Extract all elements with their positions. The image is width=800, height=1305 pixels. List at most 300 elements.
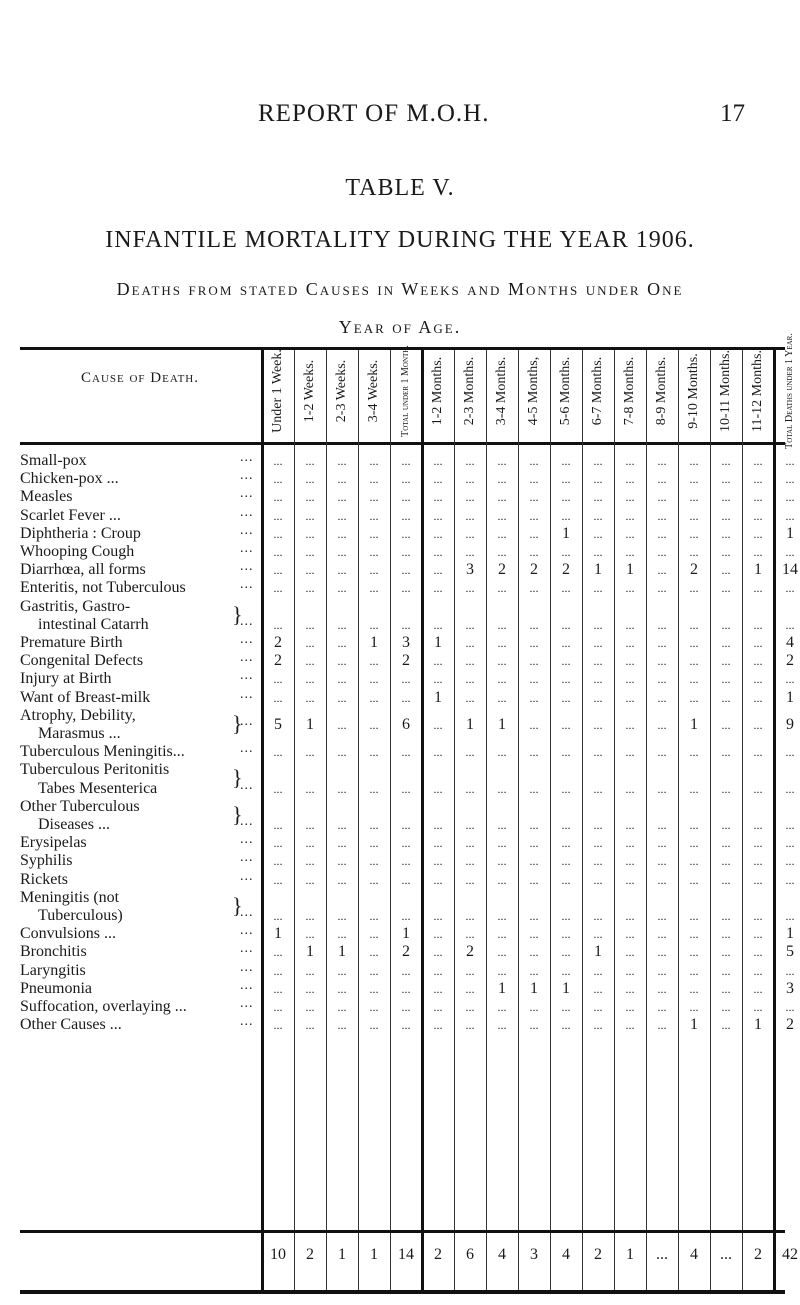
table-cell: ... bbox=[273, 490, 283, 505]
table-cell: ... bbox=[337, 636, 347, 650]
table-cell: ... bbox=[753, 472, 763, 487]
table-cell: ... bbox=[433, 963, 443, 978]
total-cell: 6 bbox=[466, 1246, 474, 1263]
total-cell: 4 bbox=[562, 1246, 570, 1263]
table-cell: ... bbox=[529, 581, 539, 596]
table-cell: ... bbox=[593, 636, 603, 650]
table-cell: ... bbox=[305, 526, 315, 541]
row-label: Gastritis, Gastro- bbox=[20, 597, 131, 615]
table-cell: ... bbox=[593, 781, 603, 796]
table-cell: 3 bbox=[466, 561, 474, 579]
table-cell: ... bbox=[753, 545, 763, 559]
table-cell: 2 bbox=[274, 634, 282, 651]
table-cell: 5 bbox=[274, 715, 282, 733]
row-brace: } bbox=[232, 892, 243, 918]
table-cell: ... bbox=[561, 1000, 571, 1014]
table-cell: ... bbox=[305, 617, 315, 632]
table-cell: ... bbox=[689, 818, 699, 832]
column-header-label: Total under 1 Month. bbox=[400, 344, 411, 437]
row-label: Enteritis, not Tuberculous bbox=[20, 579, 186, 597]
table-cell: ... bbox=[305, 909, 315, 923]
table-cell: ... bbox=[785, 672, 795, 687]
column-header-label: 7-8 Months. bbox=[622, 356, 637, 425]
table-cell: ... bbox=[625, 872, 635, 887]
table-cell: ... bbox=[657, 945, 667, 960]
table-cell: ... bbox=[625, 490, 635, 505]
total-cell: 1 bbox=[626, 1246, 634, 1263]
table-cell: ... bbox=[657, 472, 667, 487]
table-cell: ... bbox=[625, 526, 635, 541]
table-cell: ... bbox=[625, 508, 635, 523]
table-cell: ... bbox=[433, 1000, 443, 1014]
row-label: Want of Breast-milk bbox=[20, 688, 151, 706]
table-cell: ... bbox=[433, 563, 443, 578]
table-cell: ... bbox=[401, 818, 411, 832]
total-cell: 2 bbox=[306, 1246, 314, 1263]
main-title: INFANTILE MORTALITY DURING THE YEAR 1906. bbox=[105, 227, 695, 253]
table-cell: ... bbox=[657, 545, 667, 559]
table-cell: ... bbox=[785, 909, 795, 923]
table-cell: ... bbox=[625, 636, 635, 650]
leader-dots: ... bbox=[240, 832, 254, 848]
table-cell: ... bbox=[561, 909, 571, 923]
table-cell: ... bbox=[401, 981, 411, 996]
table-cell: 2 bbox=[402, 943, 410, 961]
table-cell: ... bbox=[753, 945, 763, 960]
table-cell: ... bbox=[561, 854, 571, 869]
table-cell: ... bbox=[689, 1000, 699, 1014]
table-cell: ... bbox=[721, 854, 731, 869]
table-cell: ... bbox=[721, 672, 731, 687]
row-label: Other Causes ... bbox=[20, 1016, 122, 1034]
row-label: Measles bbox=[20, 488, 73, 506]
table-cell: ... bbox=[689, 508, 699, 523]
row-label: Convulsions ... bbox=[20, 925, 117, 943]
table-cell: ... bbox=[689, 927, 699, 942]
table-cell: ... bbox=[593, 872, 603, 887]
table-cell: ... bbox=[721, 617, 731, 632]
table-cell: ... bbox=[305, 927, 315, 942]
table-cell: ... bbox=[337, 1000, 347, 1014]
leader-dots: ... bbox=[240, 814, 254, 829]
table-cell: ... bbox=[305, 672, 315, 687]
table-cell: ... bbox=[529, 745, 539, 760]
table-cell: ... bbox=[625, 963, 635, 978]
column-header-label: 1-2 Months. bbox=[430, 356, 445, 425]
table-cell: ... bbox=[785, 1000, 795, 1014]
table-cell: ... bbox=[465, 508, 475, 523]
table-cell: ... bbox=[529, 927, 539, 942]
table-cell: ... bbox=[369, 909, 379, 923]
table-cell: ... bbox=[721, 963, 731, 978]
total-cell: 4 bbox=[498, 1246, 506, 1263]
table-cell: ... bbox=[689, 781, 699, 796]
table-cell: ... bbox=[433, 472, 443, 487]
table-cell: ... bbox=[401, 781, 411, 796]
table-cell: ... bbox=[657, 745, 667, 760]
table-cell: ... bbox=[753, 836, 763, 851]
table-cell: ... bbox=[689, 872, 699, 887]
table-cell: ... bbox=[529, 690, 539, 705]
table-cell: ... bbox=[593, 717, 603, 732]
table-cell: ... bbox=[497, 472, 507, 487]
table-cell: ... bbox=[593, 927, 603, 942]
table-cell: 2 bbox=[690, 561, 698, 579]
table-cell: ... bbox=[753, 717, 763, 732]
total-cell: 3 bbox=[530, 1246, 538, 1263]
leader-dots: ... bbox=[240, 941, 254, 957]
table-cell: ... bbox=[465, 581, 475, 596]
table-cell: ... bbox=[529, 717, 539, 732]
table-cell: ... bbox=[753, 872, 763, 887]
table-cell: ... bbox=[657, 927, 667, 942]
table-cell: 1 bbox=[498, 715, 506, 733]
table-cell: ... bbox=[337, 490, 347, 505]
table-cell: ... bbox=[497, 490, 507, 505]
table-cell: ... bbox=[593, 690, 603, 705]
table-cell: ... bbox=[625, 1000, 635, 1014]
table-cell: 1 bbox=[562, 979, 570, 997]
table-cell: ... bbox=[465, 654, 475, 669]
column-header-label: 2-3 Weeks. bbox=[334, 359, 349, 422]
running-header bbox=[0, 100, 800, 130]
table-cell: ... bbox=[529, 1018, 539, 1033]
table-cell: ... bbox=[785, 617, 795, 632]
row-label: Scarlet Fever ... bbox=[20, 506, 121, 524]
column-header bbox=[326, 348, 358, 433]
column-header bbox=[678, 348, 710, 433]
table-cell: ... bbox=[753, 636, 763, 650]
table-cell: ... bbox=[753, 581, 763, 596]
table-cell: ... bbox=[401, 545, 411, 559]
row-label: Atrophy, Debility, bbox=[20, 706, 136, 724]
table-cell: ... bbox=[465, 909, 475, 923]
total-cell: 2 bbox=[754, 1246, 762, 1263]
table-cell: ... bbox=[401, 581, 411, 596]
leader-dots: ... bbox=[240, 541, 254, 556]
table-cell: ... bbox=[753, 927, 763, 942]
table-cell: ... bbox=[529, 617, 539, 632]
table-cell: ... bbox=[657, 872, 667, 887]
table-cell: ... bbox=[465, 854, 475, 869]
table-cell: ... bbox=[369, 872, 379, 887]
table-cell: ... bbox=[753, 617, 763, 632]
table-cell: ... bbox=[657, 526, 667, 541]
table-cell: ... bbox=[689, 945, 699, 960]
table-cell: ... bbox=[497, 454, 507, 468]
table-cell: ... bbox=[529, 545, 539, 559]
leader-dots: ... bbox=[240, 713, 254, 729]
table-cell: ... bbox=[273, 872, 283, 887]
table-cell: ... bbox=[721, 836, 731, 851]
table-cell: 1 bbox=[594, 943, 602, 961]
column-header bbox=[742, 348, 774, 433]
table-cell: ... bbox=[561, 617, 571, 632]
table-cell: ... bbox=[753, 672, 763, 687]
table-cell: 1 bbox=[786, 688, 794, 706]
column-header bbox=[262, 348, 294, 433]
column-header-label: 8-9 Months. bbox=[654, 356, 669, 425]
row-label: Syphilis bbox=[20, 852, 73, 870]
table-cell: ... bbox=[753, 1000, 763, 1014]
total-cell: 14 bbox=[398, 1246, 414, 1263]
table-cell: ... bbox=[657, 981, 667, 996]
table-cell: ... bbox=[721, 1000, 731, 1014]
table-cell: ... bbox=[529, 963, 539, 978]
table-cell: ... bbox=[273, 836, 283, 851]
table-cell: ... bbox=[369, 454, 379, 468]
table-cell: ... bbox=[561, 654, 571, 669]
table-cell: ... bbox=[465, 927, 475, 942]
table-cell: 1 bbox=[466, 715, 474, 733]
table-cell: ... bbox=[689, 472, 699, 487]
table-cell: ... bbox=[625, 581, 635, 596]
table-cell: ... bbox=[721, 563, 731, 578]
table-cell: ... bbox=[305, 472, 315, 487]
table-cell: ... bbox=[337, 454, 347, 468]
table-cell: ... bbox=[625, 818, 635, 832]
row-label: Laryngitis bbox=[20, 961, 86, 979]
table-cell: ... bbox=[561, 872, 571, 887]
table-cell: ... bbox=[657, 1018, 667, 1033]
table-cell: ... bbox=[625, 836, 635, 851]
table-cell: ... bbox=[273, 963, 283, 978]
table-cell: 9 bbox=[786, 715, 794, 733]
table-cell: ... bbox=[305, 636, 315, 650]
table-cell: ... bbox=[401, 854, 411, 869]
table-cell: ... bbox=[305, 690, 315, 705]
report-title: REPORT OF M.O.H. bbox=[258, 100, 490, 127]
table-cell: ... bbox=[753, 854, 763, 869]
table-cell: ... bbox=[337, 690, 347, 705]
row-label: Other Tuberculous bbox=[20, 797, 140, 815]
table-cell: ... bbox=[785, 836, 795, 851]
table-cell: ... bbox=[305, 508, 315, 523]
table-cell: ... bbox=[529, 818, 539, 832]
table-cell: ... bbox=[465, 818, 475, 832]
column-header-label: 2-3 Months. bbox=[462, 356, 477, 425]
table-cell: ... bbox=[593, 1000, 603, 1014]
table-cell: ... bbox=[785, 781, 795, 796]
table-cell: ... bbox=[721, 581, 731, 596]
table-cell: ... bbox=[433, 909, 443, 923]
table-cell: 1 bbox=[786, 925, 794, 943]
table-cell: ... bbox=[689, 745, 699, 760]
table-cell: ... bbox=[625, 781, 635, 796]
row-label: Bronchitis bbox=[20, 943, 87, 961]
table-cell: ... bbox=[689, 909, 699, 923]
table-cell: ... bbox=[721, 945, 731, 960]
table-cell: ... bbox=[433, 872, 443, 887]
table-cell: ... bbox=[305, 745, 315, 760]
table-cell: ... bbox=[337, 909, 347, 923]
leader-dots: ... bbox=[240, 996, 254, 1011]
table-cell: ... bbox=[497, 581, 507, 596]
row-label: Congenital Defects bbox=[20, 652, 144, 670]
column-header-label: 3-4 Weeks. bbox=[366, 359, 381, 422]
column-header bbox=[582, 348, 614, 433]
table-cell: ... bbox=[369, 981, 379, 996]
table-cell: ... bbox=[721, 1018, 731, 1033]
table-cell: ... bbox=[433, 717, 443, 732]
leader-dots: ... bbox=[240, 577, 254, 593]
table-cell: ... bbox=[273, 454, 283, 468]
table-cell: ... bbox=[305, 563, 315, 578]
column-header-label: 1-2 Weeks. bbox=[302, 359, 317, 422]
table-cell: ... bbox=[657, 963, 667, 978]
table-cell: ... bbox=[369, 818, 379, 832]
row-label: Erysipelas bbox=[20, 834, 87, 852]
table-cell: ... bbox=[593, 490, 603, 505]
table-cell: ... bbox=[433, 454, 443, 468]
table-cell: ... bbox=[753, 781, 763, 796]
row-label-continued: Tuberculous) bbox=[38, 907, 123, 924]
table-cell: ... bbox=[657, 836, 667, 851]
table-cell: ... bbox=[337, 526, 347, 541]
table-cell: ... bbox=[497, 945, 507, 960]
table-cell: ... bbox=[753, 745, 763, 760]
table-cell: ... bbox=[305, 981, 315, 996]
table-cell: ... bbox=[305, 872, 315, 887]
table-cell: ... bbox=[401, 490, 411, 505]
row-label: Diphtheria : Croup bbox=[20, 524, 141, 542]
table-cell: ... bbox=[561, 672, 571, 687]
table-cell: ... bbox=[561, 1018, 571, 1033]
table-cell: ... bbox=[401, 454, 411, 468]
table-cell: ... bbox=[497, 909, 507, 923]
table-cell: ... bbox=[369, 945, 379, 960]
table-cell: ... bbox=[305, 545, 315, 559]
table-cell: ... bbox=[497, 745, 507, 760]
column-header bbox=[646, 348, 678, 433]
table-cell: ... bbox=[625, 454, 635, 468]
table-cell: ... bbox=[561, 745, 571, 760]
column-header-label: 4-5 Months, bbox=[526, 356, 541, 425]
table-cell: ... bbox=[753, 690, 763, 705]
table-cell: 2 bbox=[786, 1016, 794, 1034]
column-header bbox=[774, 332, 800, 449]
row-brace: } bbox=[232, 601, 243, 627]
row-label-continued: intestinal Catarrh bbox=[38, 615, 149, 633]
row-label: Meningitis (not bbox=[20, 888, 120, 906]
table-cell: ... bbox=[305, 1000, 315, 1014]
table-cell: ... bbox=[529, 654, 539, 669]
table-cell: ... bbox=[657, 508, 667, 523]
table-cell: ... bbox=[465, 981, 475, 996]
table-cell: ... bbox=[625, 717, 635, 732]
table-cell: ... bbox=[369, 672, 379, 687]
table-cell: ... bbox=[561, 490, 571, 505]
table-cell: ... bbox=[465, 617, 475, 632]
table-cell: ... bbox=[497, 963, 507, 978]
table-cell: 1 bbox=[754, 1016, 762, 1034]
table-cell: ... bbox=[497, 818, 507, 832]
table-cell: ... bbox=[561, 508, 571, 523]
table-cell: 2 bbox=[274, 652, 282, 670]
column-header-label: 9-10 Months. bbox=[686, 352, 701, 429]
leader-dots: ... bbox=[240, 923, 254, 939]
table-cell: ... bbox=[305, 581, 315, 596]
table-cell: ... bbox=[529, 672, 539, 687]
row-label: Premature Birth bbox=[20, 634, 123, 651]
table-cell: ... bbox=[593, 854, 603, 869]
table-cell: ... bbox=[753, 654, 763, 669]
table-cell: ... bbox=[689, 836, 699, 851]
table-cell: ... bbox=[657, 490, 667, 505]
column-header-label: 5-6 Months. bbox=[558, 356, 573, 425]
table-cell: ... bbox=[337, 545, 347, 559]
table-cell: 3 bbox=[786, 979, 794, 997]
table-cell: ... bbox=[433, 526, 443, 541]
leader-dots: ... bbox=[240, 905, 254, 920]
table-cell: ... bbox=[689, 636, 699, 650]
table-cell: 2 bbox=[786, 652, 794, 670]
table-cell: ... bbox=[337, 872, 347, 887]
table-cell: ... bbox=[625, 909, 635, 923]
column-header-label: 11-12 Months. bbox=[750, 349, 765, 432]
table-cell: ... bbox=[273, 617, 283, 632]
table-cell: ... bbox=[337, 472, 347, 487]
table-cell: ... bbox=[273, 508, 283, 523]
table-cell: ... bbox=[689, 981, 699, 996]
table-cell: ... bbox=[721, 781, 731, 796]
table-cell: ... bbox=[721, 508, 731, 523]
table-cell: 1 bbox=[562, 524, 570, 542]
table-cell: ... bbox=[689, 672, 699, 687]
table-cell: ... bbox=[369, 526, 379, 541]
table-cell: ... bbox=[529, 854, 539, 869]
table-cell: ... bbox=[465, 963, 475, 978]
table-cell: ... bbox=[593, 909, 603, 923]
table-cell: ... bbox=[593, 818, 603, 832]
footer-rule-top bbox=[20, 1230, 785, 1233]
table-cell: ... bbox=[337, 963, 347, 978]
table-cell: ... bbox=[593, 654, 603, 669]
table-cell: ... bbox=[593, 1018, 603, 1033]
table-cell: 4 bbox=[786, 634, 794, 651]
table-cell: ... bbox=[785, 963, 795, 978]
table-cell: ... bbox=[401, 963, 411, 978]
leader-dots: ... bbox=[240, 486, 254, 502]
leader-dots: ... bbox=[240, 777, 254, 793]
table-cell: ... bbox=[785, 545, 795, 559]
row-label-continued: Marasmus ... bbox=[38, 725, 121, 742]
table-cell: ... bbox=[465, 490, 475, 505]
leader-dots: ... bbox=[240, 850, 254, 866]
table-cell: ... bbox=[401, 1000, 411, 1014]
table-cell: ... bbox=[465, 836, 475, 851]
table-cell: ... bbox=[753, 909, 763, 923]
table-cell: ... bbox=[529, 872, 539, 887]
table-cell: ... bbox=[465, 872, 475, 887]
table-cell: ... bbox=[401, 526, 411, 541]
table-cell: ... bbox=[529, 454, 539, 468]
table-cell: ... bbox=[625, 981, 635, 996]
table-cell: ... bbox=[273, 472, 283, 487]
table-cell: ... bbox=[785, 472, 795, 487]
table-cell: ... bbox=[337, 745, 347, 760]
table-cell: ... bbox=[657, 636, 667, 650]
row-label-continued: Diseases ... bbox=[38, 816, 110, 833]
table-cell: ... bbox=[657, 563, 667, 578]
table-cell: ... bbox=[465, 472, 475, 487]
table-cell: ... bbox=[305, 963, 315, 978]
table-cell: ... bbox=[369, 854, 379, 869]
total-cell: 4 bbox=[690, 1246, 698, 1263]
table-cell: ... bbox=[337, 581, 347, 596]
table-cell: ... bbox=[657, 617, 667, 632]
table-cell: ... bbox=[433, 1018, 443, 1033]
